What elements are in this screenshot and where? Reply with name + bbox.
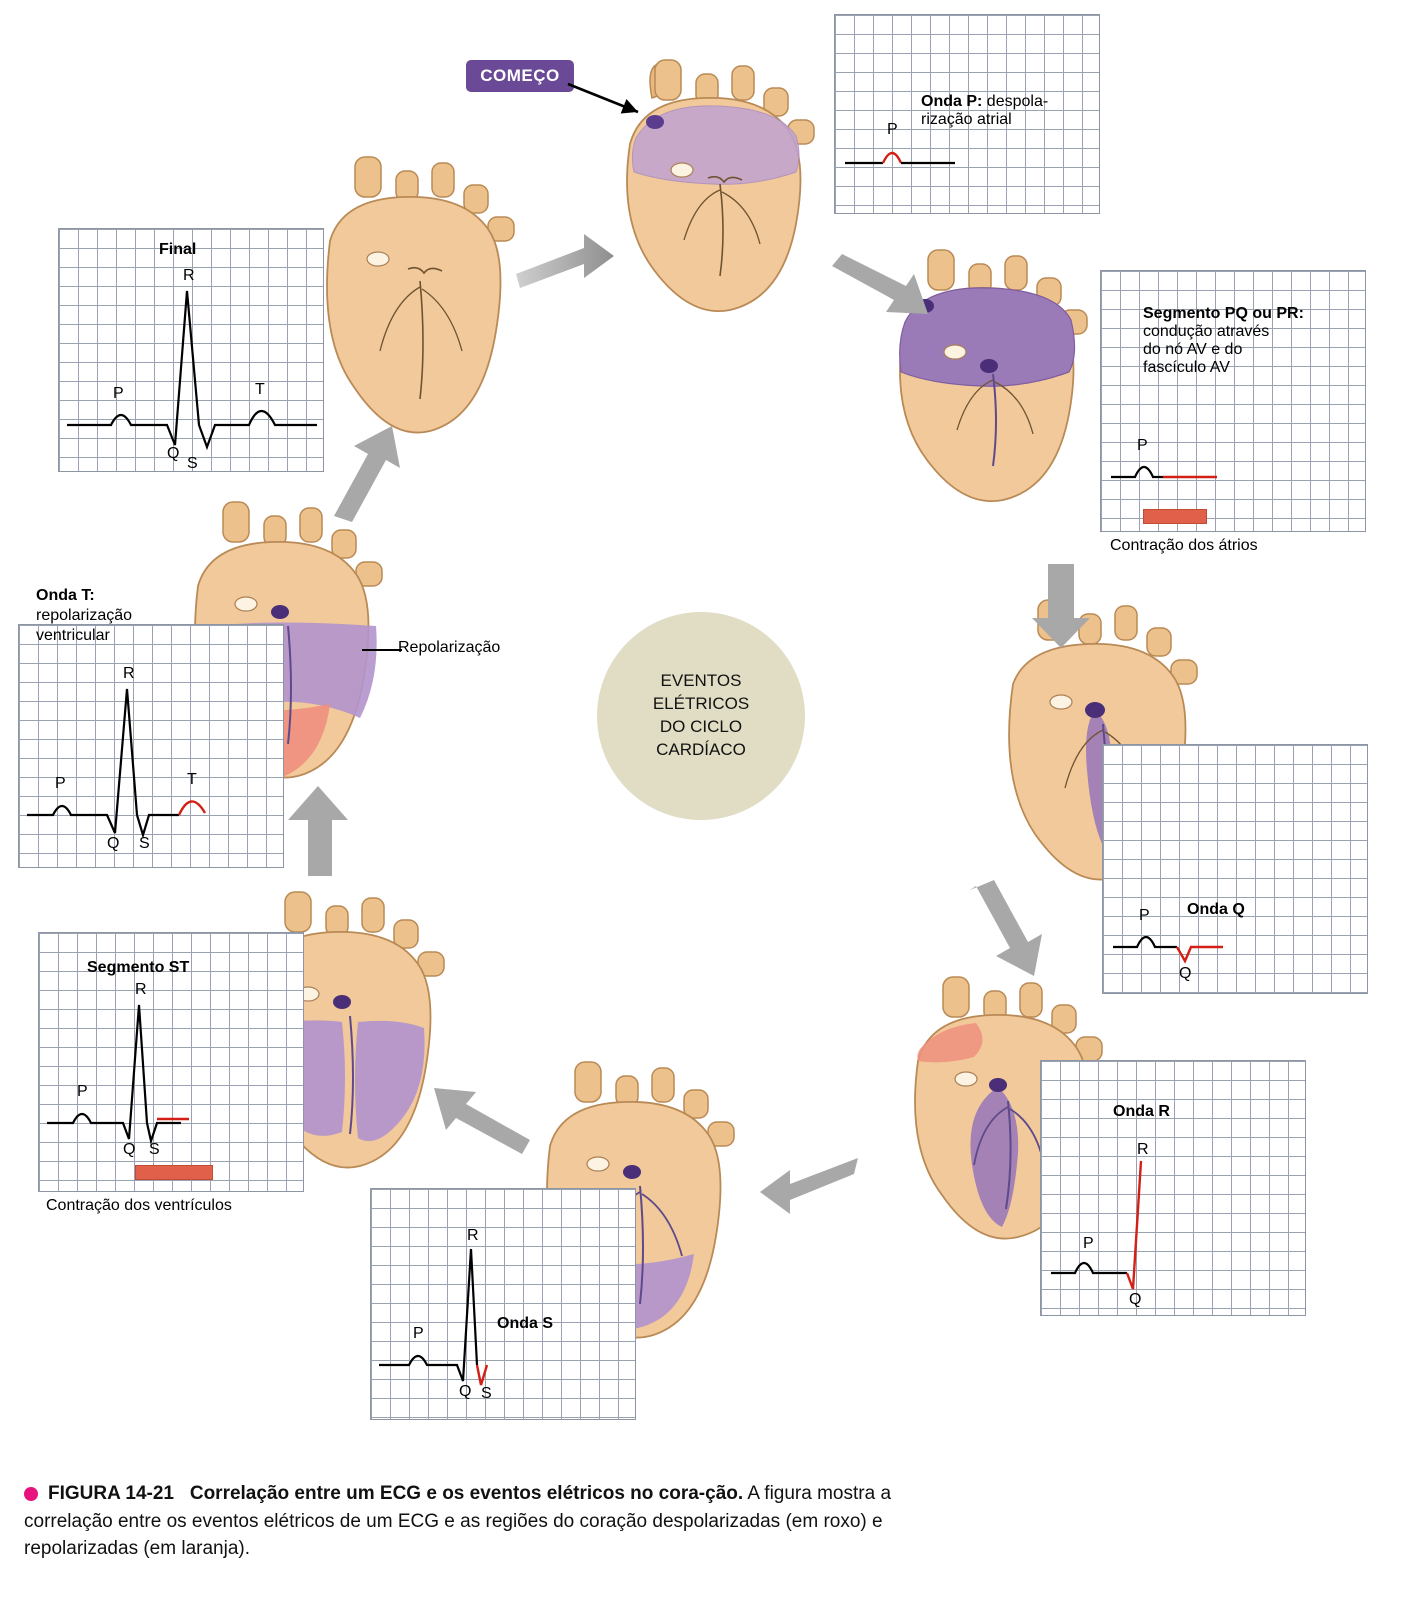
atrial-contraction-bar [1143, 509, 1207, 524]
panel-title-line3: ventricular [36, 627, 110, 644]
wave-label-p: P [1139, 907, 1150, 924]
panel-title-rest: despola- [982, 93, 1049, 110]
ecg-panel-onda-q [1102, 744, 1368, 994]
arrow-begin-to-pq [828, 248, 938, 328]
ecg-panel-segmento-pq [1100, 270, 1366, 532]
wave-label-s: S [187, 455, 198, 472]
arrow-pq-to-q [1028, 562, 1098, 652]
panel-title-onda-s: Onda S [497, 1315, 554, 1332]
wave-label-s: S [481, 1385, 492, 1402]
wave-label-r: R [135, 981, 147, 998]
figure-caption [24, 1480, 934, 1563]
panel-title-bold: Onda P: [921, 93, 983, 110]
caption-text: A figura mostra a correlação entre os eventos elétricos de um ECG e as regiões do coração despolarizadas (em roxo) e repolarizadas (em laranja). [24, 1483, 892, 1560]
center-label-line1: EVENTOS [660, 671, 742, 691]
ecg-panel-segmento-st [38, 932, 304, 1192]
ecg-panel-onda-t [18, 624, 284, 868]
caption-title: Correlação entre um ECG e os eventos elétricos no cora-ção. [189, 1483, 744, 1504]
wave-label-p: P [113, 385, 124, 402]
wave-label-p: P [77, 1083, 88, 1100]
begin-badge: COMEÇO [466, 60, 574, 92]
panel-title-line2: rização atrial [921, 111, 1012, 128]
center-label-line4: CARDÍACO [656, 739, 746, 759]
caption-bullet-icon [24, 1487, 38, 1501]
arrow-q-to-r [960, 878, 1050, 978]
wave-label-q: Q [1179, 965, 1192, 982]
wave-label-r: R [123, 665, 135, 682]
wave-label-q: Q [1129, 1291, 1142, 1308]
ecg-panel-onda-p [834, 14, 1100, 214]
wave-label-s: S [139, 835, 150, 852]
wave-label-r: R [183, 267, 195, 284]
panel-title-segmento-st: Segmento ST [87, 959, 190, 976]
panel-title-onda-t [36, 586, 216, 646]
wave-label-s: S [149, 1141, 160, 1158]
panel-title-onda-q: Onda Q [1187, 901, 1245, 918]
repolarization-label: Repolarização [398, 639, 501, 656]
wave-label-p: P [887, 121, 898, 138]
panel-title-line2: condução através [1143, 323, 1270, 340]
arrow-s-to-st [426, 1078, 536, 1158]
panel-title-bold: Segmento PQ ou PR: [1143, 305, 1304, 322]
caption-number: FIGURA 14-21 [48, 1483, 174, 1504]
arrow-t-to-final [318, 424, 408, 524]
wave-label-p: P [1137, 437, 1148, 454]
ventricular-contraction-caption: Contração dos ventrículos [46, 1197, 232, 1214]
arrow-r-to-s [744, 1150, 864, 1220]
wave-label-q: Q [123, 1141, 136, 1158]
panel-title-bold: Onda T: [36, 587, 95, 604]
wave-label-r: R [467, 1227, 479, 1244]
wave-label-t: T [187, 771, 197, 788]
panel-title-final: Final [159, 241, 197, 258]
center-circle [597, 612, 805, 820]
wave-label-q: Q [107, 835, 120, 852]
atrial-contraction-caption: Contração dos átrios [1110, 537, 1258, 554]
wave-label-p: P [1083, 1235, 1094, 1252]
wave-label-q: Q [459, 1383, 472, 1400]
panel-title-line4: fascículo AV [1143, 359, 1230, 376]
wave-label-p: P [413, 1325, 424, 1342]
wave-label-t: T [255, 381, 265, 398]
ventricular-contraction-bar [135, 1165, 213, 1180]
center-label-line3: DO CICLO [659, 717, 743, 736]
heart-stage-final [292, 155, 542, 455]
wave-label-p: P [55, 775, 66, 792]
heart-stage-begin [592, 58, 842, 318]
wave-label-r: R [1137, 1141, 1149, 1158]
panel-title-line3: do nó AV e do [1143, 341, 1243, 358]
ecg-panel-onda-s [370, 1188, 636, 1420]
wave-label-q: Q [167, 445, 180, 462]
panel-title-onda-r: Onda R [1113, 1103, 1170, 1120]
ecg-panel-onda-r [1040, 1060, 1306, 1316]
ecg-panel-final [58, 228, 324, 472]
arrow-st-to-t [284, 780, 354, 880]
arrow-final-to-begin [510, 228, 620, 298]
center-label-line2: ELÉTRICOS [652, 694, 750, 714]
panel-title-line2: repolarização [36, 607, 133, 624]
